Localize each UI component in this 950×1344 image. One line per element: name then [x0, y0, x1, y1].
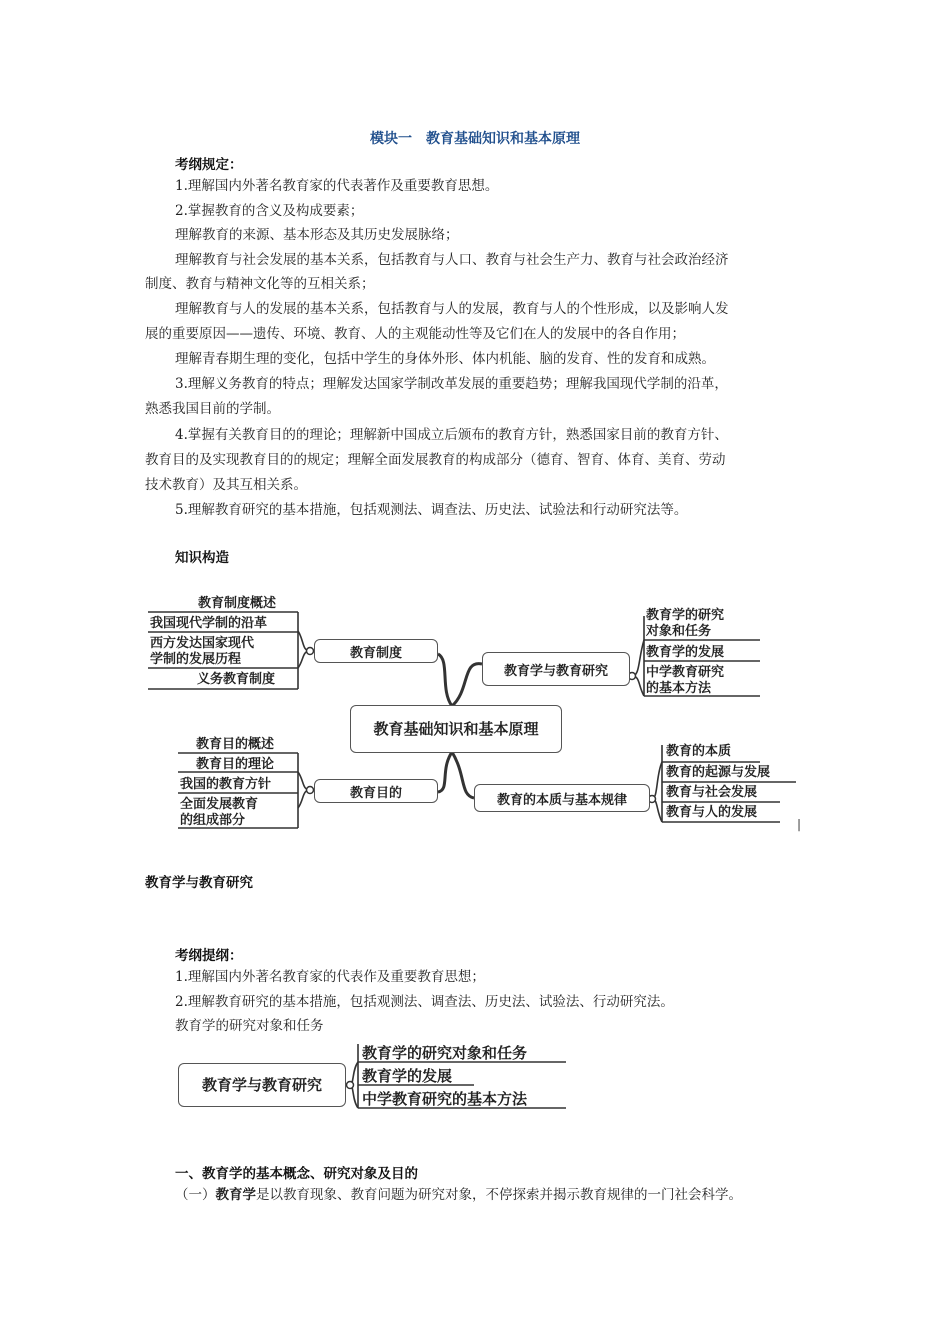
leaf-development: 教育学的发展	[362, 1067, 453, 1085]
leaf-compulsory-education: 义务教育制度	[197, 672, 276, 687]
leaf-western-system-2: 学制的发展历程	[150, 652, 242, 667]
outline-heading: 考纲提纲：	[175, 948, 243, 964]
node-education-goal: 教育目的	[314, 779, 438, 803]
leaf-object-task: 教育学的研究对象和任务	[362, 1044, 528, 1062]
syllabus-line: 教育目的及实现教育目的的规定；理解全面发展教育的构成部分（德育、智育、体育、美育、劳动	[145, 452, 726, 468]
section1-rest: 是以教育现象、教育问题为研究对象，不停探索并揭示教育规律的一门社会科学。	[256, 1187, 742, 1203]
syllabus-line: 3.理解义务教育的特点；理解发达国家学制改革发展的重要趋势；理解我国现代学制的沿革，	[175, 376, 728, 392]
leaf-all-round: 全面发展教育	[180, 797, 259, 812]
knowledge-heading: 知识构造	[175, 550, 229, 566]
outline-line: 1.理解国内外著名教育家的代表作及重要教育思想；	[175, 969, 485, 985]
syllabus-line: 理解教育的来源、基本形态及其历史发展脉络；	[175, 227, 459, 243]
syllabus-line: 制度、教育与精神文化等的互相关系；	[145, 276, 375, 292]
leaf-education-society: 教育与社会发展	[666, 785, 758, 800]
node-pedagogy-research: 教育学与教育研究	[482, 652, 630, 686]
leaf-research-methods: 中学教育研究	[646, 665, 725, 680]
syllabus-line: 理解青春期生理的变化，包括中学生的身体外形、体内机能、脑的发育、性的发育和成熟。	[175, 351, 715, 367]
section1-heading: 一、教育学的基本概念、研究对象及目的	[175, 1166, 418, 1182]
leaf-pedagogy-development: 教育学的发展	[646, 645, 725, 660]
leaf-all-round-2: 的组成部分	[180, 813, 246, 828]
leaf-system-overview: 教育制度概述	[198, 596, 277, 611]
node-education-system: 教育制度	[314, 639, 438, 663]
syllabus-heading: 考纲规定：	[175, 157, 243, 173]
syllabus-line: 5.理解教育研究的基本措施，包括观测法、调查法、历史法、试验法和行动研究法等。	[175, 502, 688, 518]
node-education-nature: 教育的本质与基本规律	[474, 784, 650, 812]
leaf-education-essence: 教育的本质	[666, 744, 732, 759]
mindmap-center-node: 教育基础知识和基本原理	[350, 705, 562, 753]
leaf-education-origin: 教育的起源与发展	[666, 765, 771, 780]
leaf-china-school-system: 我国现代学制的沿革	[150, 616, 268, 631]
leaf-education-person: 教育与人的发展	[666, 805, 758, 820]
syllabus-line: 4.掌握有关教育目的的理论；理解新中国成立后颁布的教育方针，熟悉国家目前的教育方针、	[175, 427, 728, 443]
stray-mark: |	[797, 817, 802, 831]
syllabus-line: 熟悉我国目前的学制。	[145, 401, 280, 417]
module-title: 模块一 教育基础知识和基本原理	[370, 131, 580, 147]
outline-line: 教育学的研究对象和任务	[175, 1018, 324, 1034]
leaf-research-methods-2: 的基本方法	[646, 681, 712, 696]
syllabus-line: 理解教育与社会发展的基本关系，包括教育与人口、教育与社会生产力、教育与社会政治经济	[175, 251, 729, 268]
leaf-goal-overview: 教育目的概述	[196, 737, 275, 752]
leaf-basic-methods: 中学教育研究的基本方法	[362, 1090, 528, 1108]
mindmap2-center-node: 教育学与教育研究	[178, 1063, 346, 1107]
syllabus-body	[175, 174, 729, 272]
outline-body	[175, 965, 674, 1039]
leaf-goal-theory: 教育目的理论	[196, 757, 275, 772]
syllabus-line: 1.理解国内外著名教育家的代表著作及重要教育思想。	[175, 178, 499, 194]
section1-term: 教育学	[215, 1187, 256, 1203]
leaf-western-system: 西方发达国家现代	[150, 636, 255, 651]
section-heading: 教育学与教育研究	[145, 875, 253, 891]
leaf-pedagogy-object: 教育学的研究	[646, 608, 725, 623]
syllabus-line: 2.掌握教育的含义及构成要素；	[175, 202, 364, 219]
leaf-pedagogy-object-2: 对象和任务	[646, 624, 712, 639]
outline-line: 2.理解教育研究的基本措施，包括观测法、调查法、历史法、试验法、行动研究法。	[175, 993, 674, 1010]
section1-prefix: （一）	[175, 1187, 216, 1203]
syllabus-line: 技术教育）及其互相关系。	[145, 477, 307, 493]
syllabus-line: 理解教育与人的发展的基本关系，包括教育与人的发展，教育与人的个性形成，以及影响人发	[175, 301, 729, 317]
syllabus-line: 展的重要原因——遗传、环境、教育、人的主观能动性等及它们在人的发展中的各自作用；	[145, 326, 685, 342]
leaf-education-policy: 我国的教育方针	[180, 777, 272, 792]
section1-paragraph	[175, 1183, 742, 1208]
